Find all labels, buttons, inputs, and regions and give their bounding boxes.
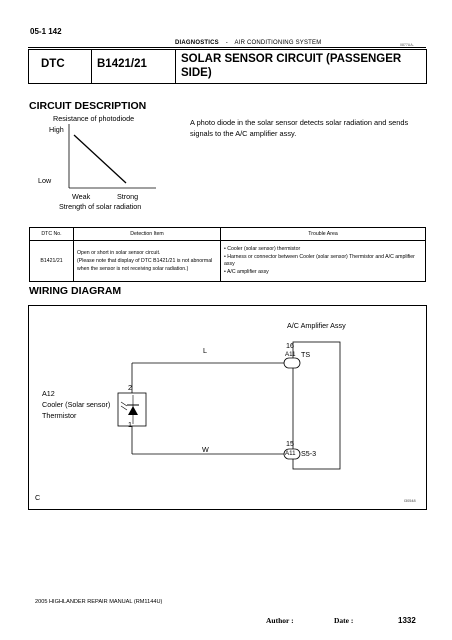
graph-x-strong: Strong — [117, 192, 139, 201]
dtc-table-header: Detection Item — [74, 228, 221, 241]
pin-15-name: S5-3 — [301, 449, 317, 458]
pin-16-connector: A11 — [285, 351, 296, 358]
running-header — [175, 40, 321, 46]
date-label: Date : — [334, 616, 354, 625]
resistance-graph — [60, 120, 160, 192]
sensor-code: A12 — [42, 389, 55, 398]
wire-l-label: L — [203, 346, 207, 355]
graph-x-title: Strength of solar radiation — [59, 202, 142, 211]
diagram-corner-letter: C — [35, 493, 41, 502]
dtc-code: B1421/21 — [97, 58, 147, 70]
pin-16-name: TS — [301, 350, 311, 359]
sensor-name-line2: Thermistor — [42, 411, 77, 420]
page-number: 05-1 142 — [30, 27, 62, 36]
author-label: Author : — [266, 616, 294, 625]
header-code: 0877UA- — [400, 43, 414, 47]
dtc-title-box — [28, 49, 427, 84]
header-separator: - — [225, 40, 228, 46]
graph-x-weak: Weak — [72, 192, 91, 201]
detection-item-cell — [74, 241, 221, 282]
wiring-diagram-heading: WIRING DIAGRAM — [29, 285, 122, 297]
graph-y-low: Low — [38, 176, 52, 185]
circuit-description-heading: CIRCUIT DESCRIPTION — [29, 100, 147, 112]
pin-15-connector: A11 — [285, 450, 296, 457]
connector-a11-top — [284, 358, 300, 368]
table-row — [30, 241, 426, 282]
dtc-title-line1: SOLAR SENSOR CIRCUIT (PASSENGER — [181, 53, 402, 65]
sensor-pin-1: 1 — [128, 420, 132, 429]
graph-y-high: High — [49, 125, 64, 134]
sensor-name-line1: Cooler (Solar sensor) — [42, 400, 111, 409]
dtc-number-cell: B1421/21 — [30, 241, 74, 282]
footer-page-number: 1332 — [398, 616, 416, 625]
dtc-table-header: DTC No. — [30, 228, 74, 241]
sensor-pin-2: 2 — [128, 383, 132, 392]
trouble-area-cell — [221, 241, 426, 282]
amplifier-label: A/C Amplifier Assy — [287, 321, 346, 330]
graph-curve — [74, 135, 126, 183]
circuit-description-text: A photo diode in the solar sensor detects solar radiation and sends signals to the A/C amplifier assy. — [190, 118, 409, 138]
section-name: DIAGNOSTICS — [175, 40, 219, 46]
trouble-area-item: • A/C amplifier assy — [224, 268, 269, 275]
wire-w-label: W — [202, 445, 209, 454]
header-rule — [28, 47, 426, 48]
dtc-label: DTC — [41, 58, 65, 70]
trouble-area-item: • Cooler (solar sensor) thermistor — [224, 246, 301, 252]
detection-note: (Please note that display of DTC B1421/21 is not abnormal when the sensor is not receiving solar radiation.) — [77, 258, 213, 272]
dtc-table-header-row — [30, 228, 426, 241]
dtc-title-line2: SIDE) — [181, 67, 212, 79]
system-name: AIR CONDITIONING SYSTEM — [234, 40, 322, 46]
dtc-table — [29, 227, 426, 282]
graph-y-title: Resistance of photodiode — [53, 114, 135, 123]
dtc-table-header: Trouble Area — [221, 228, 426, 241]
figure-code: I30548 — [404, 499, 416, 503]
pin-16-number: 16 — [286, 341, 294, 350]
detection-line: Open or short in solar sensor circuit. — [77, 250, 161, 256]
manual-footer: 2005 HIGHLANDER REPAIR MANUAL (RM1144U) — [35, 599, 163, 605]
trouble-area-item: • Harness or connector between Cooler (solar sensor) Thermistor and A/C amplifier assy — [224, 253, 415, 267]
pin-15-number: 15 — [286, 439, 294, 448]
